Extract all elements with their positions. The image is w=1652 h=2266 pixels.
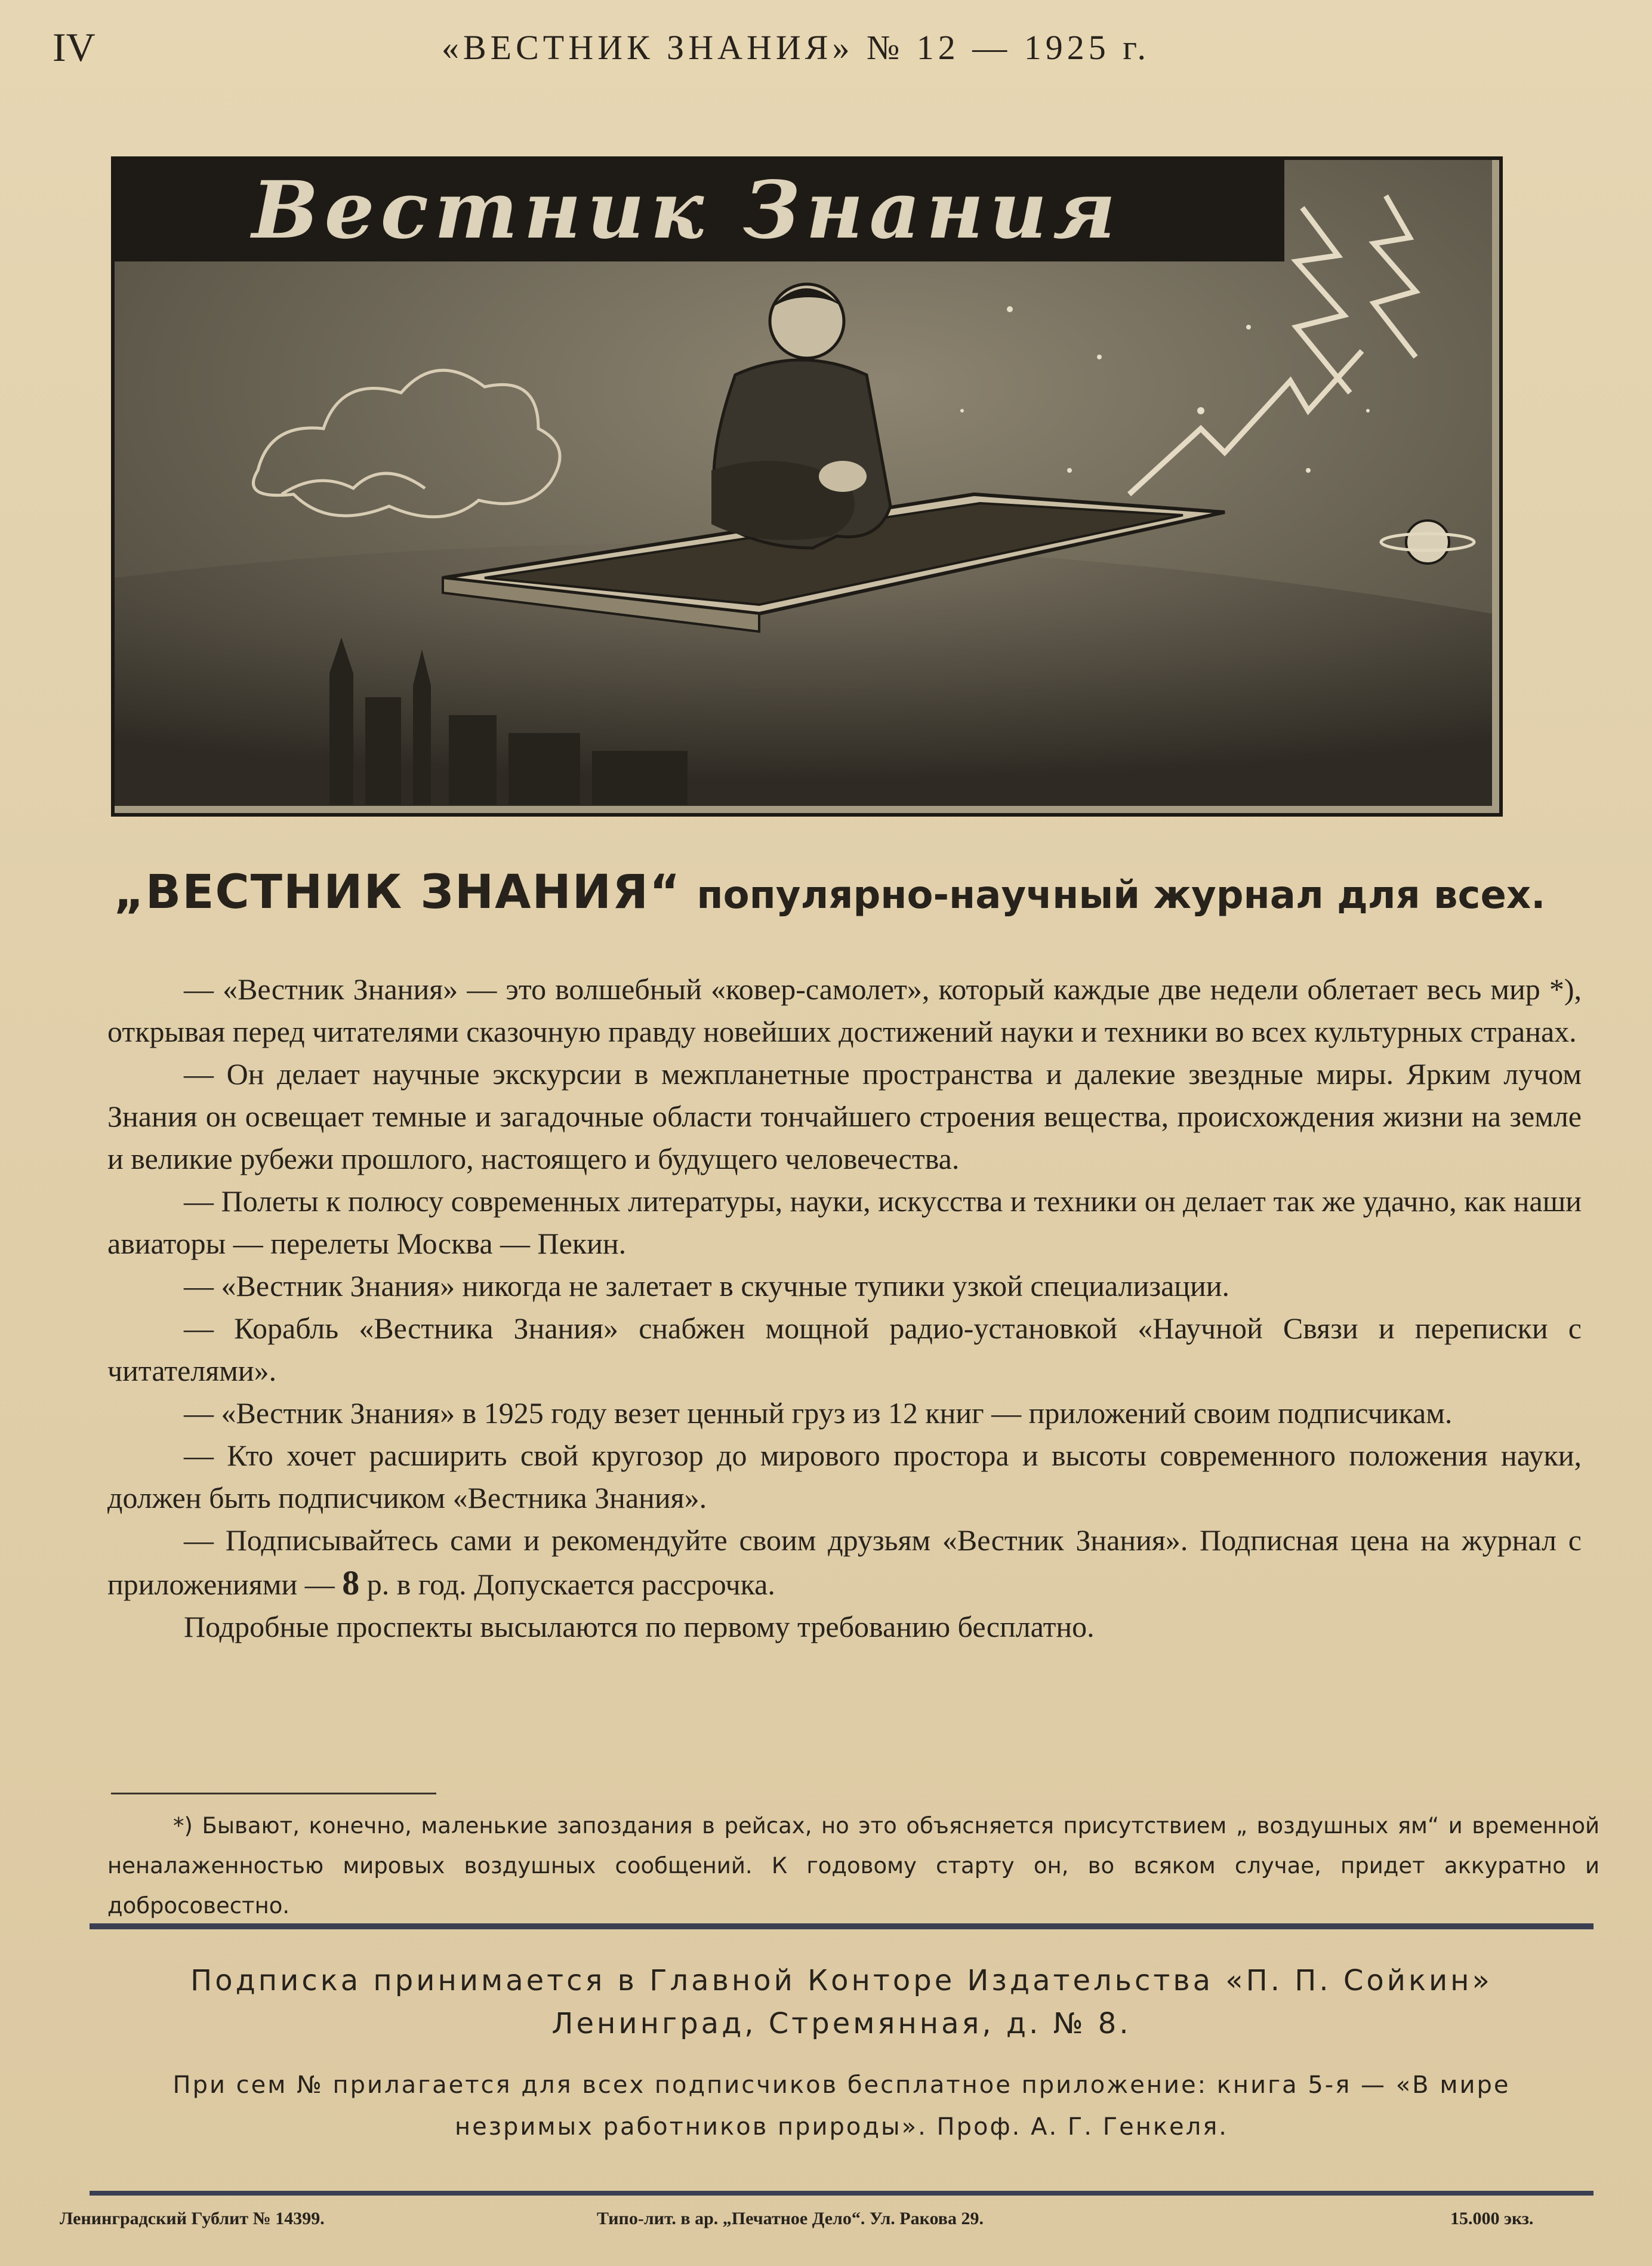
bottom-divider [90, 2191, 1594, 2196]
paragraph: Подробные проспекты высылаются по первому требованию бесплатно. [184, 1610, 1095, 1643]
section-divider [90, 1923, 1594, 1929]
headline-subtitle: популярно-научный журнал для всех. [696, 873, 1546, 918]
imprint-print-run: 15.000 экз. [1450, 2209, 1534, 2228]
paragraph: — Корабль «Вестника Знания» снабжен мощной радио-установкой «Научной Связи и переписки с читателями». [107, 1311, 1582, 1387]
address-line: Ленинград, Стремянная, д. № 8. [551, 2007, 1132, 2040]
paragraph: — Кто хочет расширить свой кругозор до мирового простора и высоты современного положения науки, должен быть подписчиком «Вестника Знания». [107, 1439, 1582, 1514]
masthead: «ВЕСТНИК ЗНАНИЯ» № 12 — 1925 г. [442, 28, 1151, 67]
price-text-before: — Подписывайтесь сами и рекомендуйте своим друзьям «Вестник Знания». Подписная цена на журнал с приложениями — [107, 1523, 1582, 1601]
subscription-line: Подписка принимается в Главной Конторе Издательства «П. П. Сойкин» [190, 1964, 1493, 1997]
headline-title: „ВЕСТНИК ЗНАНИЯ“ [113, 866, 682, 919]
paragraph [107, 1519, 1582, 1606]
supplement-line: незримых работников природы». Проф. А. Г. Генкеля. [455, 2113, 1228, 2141]
footnote [107, 1806, 1599, 1926]
price-value: 8 [342, 1563, 360, 1602]
paragraph: — Он делает научные экскурсии в межпланетные пространства и далекие звездные миры. Ярким лучом Знания он освещает темные и загадочные области тончайшего строения вещества, происхождения жизни на земле и великие рубежи прошлого, настоящего и будущего человечества. [107, 1057, 1582, 1175]
banner-artwork [115, 160, 1492, 806]
supplement-line: При сем № прилагается для всех подписчиков бесплатное приложение: книга 5-я — «В мире [172, 2071, 1511, 2099]
headline [95, 866, 1564, 919]
banner-title: Вестник Знания [252, 164, 1122, 257]
imprint-censor: Ленинградский Гублит № 14399. [60, 2209, 325, 2228]
paragraph: — «Вестник Знания» — это волшебный «ковер-самолет», который каждые две недели облетает весь мир *), открывая перед читателями сказочную правду новейших достижений науки и техники во всех культурных странах. [107, 972, 1582, 1048]
footnote-divider [111, 1793, 436, 1794]
paragraph: — «Вестник Знания» в 1925 году везет ценный груз из 12 книг — приложений своим подписчикам. [184, 1396, 1453, 1430]
imprint-printer: Типо-лит. в ар. „Печатное Дело“. Ул. Ракова 29. [597, 2209, 984, 2228]
paragraph: — Полеты к полюсу современных литературы, науки, искусства и техники он делает так же удачно, как наши авиаторы — перелеты Москва — Пекин. [107, 1184, 1582, 1260]
page-number: IV [53, 24, 95, 70]
banner-illustration [111, 156, 1503, 817]
article-body [107, 968, 1582, 1648]
price-text-after: р. в год. Допускается рассрочка. [366, 1568, 775, 1601]
footnote-text: *) Бывают, конечно, маленькие запоздания в рейсах, но это объясняется присутствием „ воздушных ям“ и временной неналаженностью мировых воздушных сообщений. К годовому старту он, во всяком случае, придет аккуратно и добросовестно. [107, 1813, 1599, 1919]
running-header [0, 24, 1652, 84]
paragraph: — «Вестник Знания» никогда не залетает в скучные тупики узкой специализации. [184, 1269, 1230, 1303]
